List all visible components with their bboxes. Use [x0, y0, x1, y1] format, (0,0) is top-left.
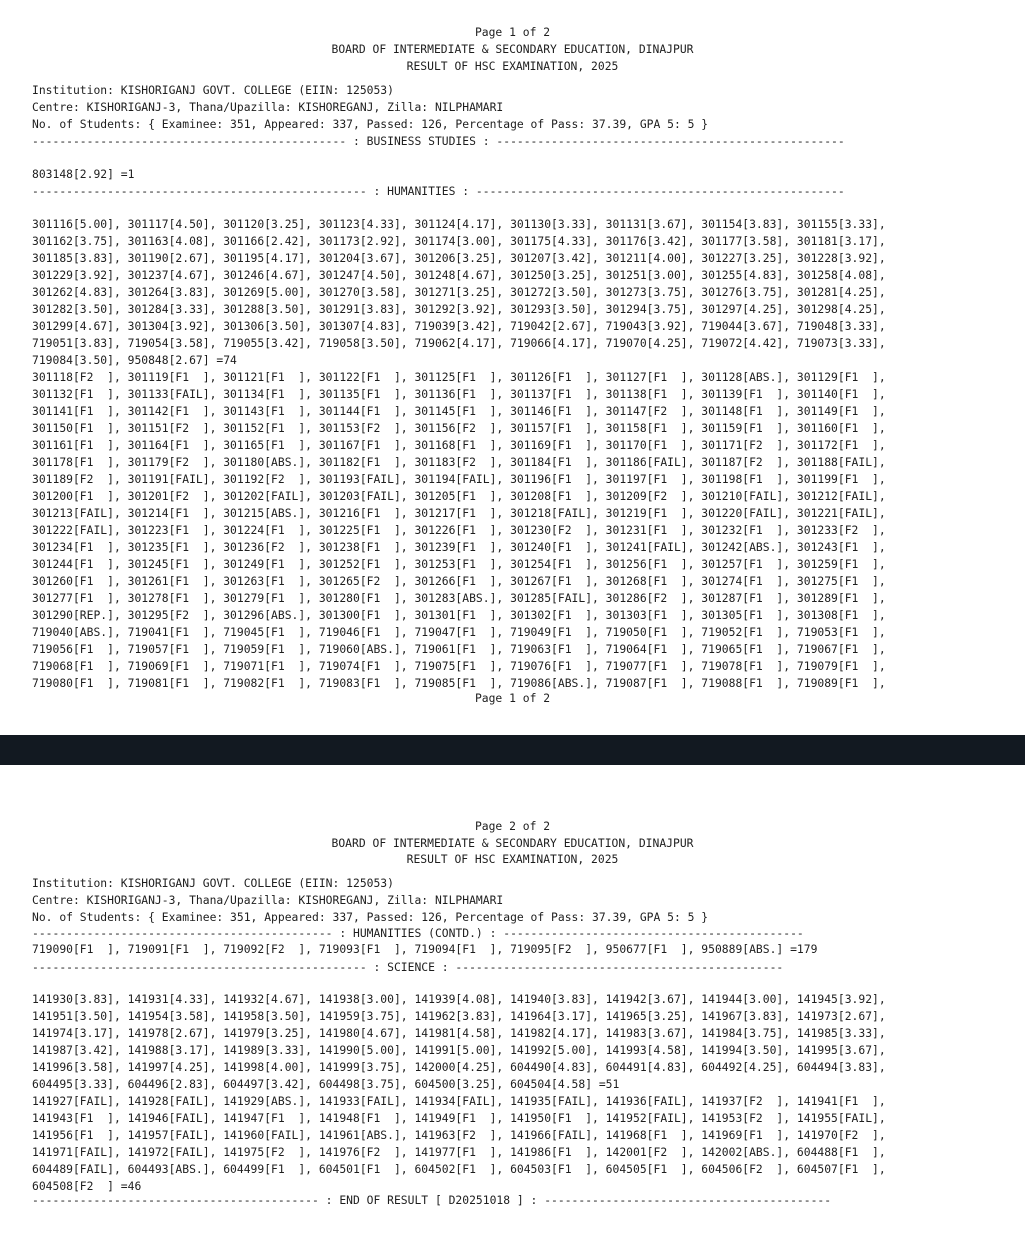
result-line: 301185[3.83], 301190[2.67], 301195[4.17], 301204[3.67], 301206[3.25], 301207[3.42], 301211[4.00], 301227[3.25], 301228[3.92], [32, 251, 886, 265]
page-number-footer: Page 1 of 2 [474, 691, 551, 705]
page-number-header: Page 2 of 2 [474, 819, 551, 833]
page-number-header: Page 1 of 2 [474, 25, 551, 39]
result-line: 719051[3.83], 719054[3.58], 719055[3.42], 719058[3.50], 719062[4.17], 719066[4.17], 719070[4.25], 719072[4.42], 719073[3.33], [32, 336, 886, 350]
result-line: 301132[F1 ], 301133[FAIL], 301134[F1 ], 301135[F1 ], 301136[F1 ], 301137[F1 ], 301138[F1 ], 301139[F1 ], 301140[F1 ], [32, 387, 886, 401]
result-line: 301262[4.83], 301264[3.83], 301269[5.00], 301270[3.58], 301271[3.25], 301272[3.50], 301273[3.75], 301276[3.75], 301281[4.25], [32, 285, 886, 299]
result-line: 301141[F1 ], 301142[F1 ], 301143[F1 ], 301144[F1 ], 301145[F1 ], 301146[F1 ], 301147[F2 ], 301148[F1 ], 301149[F1 ], [32, 404, 886, 418]
result-line: 301282[3.50], 301284[3.33], 301288[3.50], 301291[3.83], 301292[3.92], 301293[3.50], 301294[3.75], 301297[4.25], 301298[4.25], [32, 302, 886, 316]
result-line: 301244[F1 ], 301245[F1 ], 301249[F1 ], 301252[F1 ], 301253[F1 ], 301254[F1 ], 301256[F1 ], 301257[F1 ], 301259[F1 ], [32, 557, 886, 571]
board-name: BOARD OF INTERMEDIATE & SECONDARY EDUCATION, DINAJPUR [331, 42, 694, 56]
result-line: 301150[F1 ], 301151[F2 ], 301152[F1 ], 301153[F2 ], 301156[F2 ], 301157[F1 ], 301158[F1 ], 301159[F1 ], 301160[F1 ], [32, 421, 886, 435]
humanities-results [32, 216, 886, 692]
result-line: 141974[3.17], 141978[2.67], 141979[3.25], 141980[4.67], 141981[4.58], 141982[4.17], 141983[3.67], 141984[3.75], 141985[3.33], [32, 1026, 886, 1040]
result-title: RESULT OF HSC EXAMINATION, 2025 [406, 59, 619, 73]
result-line: 301178[F1 ], 301179[F2 ], 301180[ABS.], 301182[F1 ], 301183[F2 ], 301184[F1 ], 301186[FAIL], 301187[F2 ], 301188[FAIL], [32, 455, 886, 469]
result-line: 141971[FAIL], 141972[FAIL], 141975[F2 ], 141976[F2 ], 141977[F1 ], 141986[F1 ], 142001[F2 ], 142002[ABS.], 604488[F1 ], [32, 1145, 886, 1159]
result-line: 301229[3.92], 301237[4.67], 301246[4.67], 301247[4.50], 301248[4.67], 301250[3.25], 301251[3.00], 301255[4.83], 301258[4.08], [32, 268, 886, 282]
result-line: 301277[F1 ], 301278[F1 ], 301279[F1 ], 301280[F1 ], 301283[ABS.], 301285[FAIL], 301286[F2 ], 301287[F1 ], 301289[F1 ], [32, 591, 886, 605]
result-line: 141943[F1 ], 141946[FAIL], 141947[F1 ], 141948[F1 ], 141949[F1 ], 141950[F1 ], 141952[FAIL], 141953[F2 ], 141955[FAIL], [32, 1111, 886, 1125]
student-stats: No. of Students: { Examinee: 351, Appeared: 337, Passed: 126, Percentage of Pass: 37.39, GPA 5: 5 } [32, 117, 709, 131]
centre-info: Centre: KISHORIGANJ-3, Thana/Upazilla: KISHOREGANJ, Zilla: NILPHAMARI [32, 100, 504, 114]
page-divider [0, 735, 1025, 765]
result-line: 301234[F1 ], 301235[F1 ], 301236[F2 ], 301238[F1 ], 301239[F1 ], 301240[F1 ], 301241[FAIL], 301242[ABS.], 301243[F1 ], [32, 540, 886, 554]
result-line: 301162[3.75], 301163[4.08], 301166[2.42], 301173[2.92], 301174[3.00], 301175[4.33], 301176[3.42], 301177[3.58], 301181[3.17], [32, 234, 886, 248]
result-line: 301222[FAIL], 301223[F1 ], 301224[F1 ], 301225[F1 ], 301226[F1 ], 301230[F2 ], 301231[F1 ], 301232[F1 ], 301233[F2 ], [32, 523, 886, 537]
result-line: 301213[FAIL], 301214[F1 ], 301215[ABS.], 301216[F1 ], 301217[F1 ], 301218[FAIL], 301219[F1 ], 301220[FAIL], 301221[FAIL], [32, 506, 886, 520]
result-line: 719040[ABS.], 719041[F1 ], 719045[F1 ], 719046[F1 ], 719047[F1 ], 719049[F1 ], 719050[F1 ], 719052[F1 ], 719053[F1 ], [32, 625, 886, 639]
section-separator-business: ---------------------------------------------- : BUSINESS STUDIES : --------------------------------------------------- [32, 134, 845, 148]
result-line: 141987[3.42], 141988[3.17], 141989[3.33], 141990[5.00], 141991[5.00], 141992[5.00], 141993[4.58], 141994[3.50], 141995[3.67], [32, 1043, 886, 1057]
result-line: 301200[F1 ], 301201[F2 ], 301202[FAIL], 301203[FAIL], 301205[F1 ], 301208[F1 ], 301209[F2 ], 301210[FAIL], 301212[FAIL], [32, 489, 886, 503]
result-line: 141951[3.50], 141954[3.58], 141958[3.50], 141959[3.75], 141962[3.83], 141964[3.17], 141965[3.25], 141967[3.83], 141973[2.67], [32, 1009, 886, 1023]
result-title: RESULT OF HSC EXAMINATION, 2025 [406, 852, 619, 866]
end-of-result-separator: ------------------------------------------ : END OF RESULT [ D20251018 ] : ------------------------------------------ [32, 1193, 832, 1207]
result-line: 301118[F2 ], 301119[F1 ], 301121[F1 ], 301122[F1 ], 301125[F1 ], 301126[F1 ], 301127[F1 ], 301128[ABS.], 301129[F1 ], [32, 370, 886, 384]
section-separator-science: ------------------------------------------------- : SCIENCE : ------------------------------------------------ [32, 960, 784, 974]
result-line: 141927[FAIL], 141928[FAIL], 141929[ABS.], 141933[FAIL], 141934[FAIL], 141935[FAIL], 141936[FAIL], 141937[F2 ], 141941[F1 ], [32, 1094, 886, 1108]
result-line: 301260[F1 ], 301261[F1 ], 301263[F1 ], 301265[F2 ], 301266[F1 ], 301267[F1 ], 301268[F1 ], 301274[F1 ], 301275[F1 ], [32, 574, 886, 588]
centre-info: Centre: KISHORIGANJ-3, Thana/Upazilla: KISHOREGANJ, Zilla: NILPHAMARI [32, 893, 504, 907]
humanities-contd-results: 719090[F1 ], 719091[F1 ], 719092[F2 ], 719093[F1 ], 719094[F1 ], 719095[F2 ], 950677[F1 ], 950889[ABS.] =179 [32, 942, 818, 956]
result-line: 719056[F1 ], 719057[F1 ], 719059[F1 ], 719060[ABS.], 719061[F1 ], 719063[F1 ], 719064[F1 ], 719065[F1 ], 719067[F1 ], [32, 642, 886, 656]
result-line: 604489[FAIL], 604493[ABS.], 604499[F1 ], 604501[F1 ], 604502[F1 ], 604503[F1 ], 604505[F1 ], 604506[F2 ], 604507[F1 ], [32, 1162, 886, 1176]
result-line: 301161[F1 ], 301164[F1 ], 301165[F1 ], 301167[F1 ], 301168[F1 ], 301169[F1 ], 301170[F1 ], 301171[F2 ], 301172[F1 ], [32, 438, 886, 452]
student-stats: No. of Students: { Examinee: 351, Appeared: 337, Passed: 126, Percentage of Pass: 37.39, GPA 5: 5 } [32, 910, 709, 924]
section-separator-humanities: ------------------------------------------------- : HUMANITIES : ------------------------------------------------------ [32, 184, 845, 198]
result-line: 301290[REP.], 301295[F2 ], 301296[ABS.], 301300[F1 ], 301301[F1 ], 301302[F1 ], 301303[F1 ], 301305[F1 ], 301308[F1 ], [32, 608, 886, 622]
result-line: 141930[3.83], 141931[4.33], 141932[4.67], 141938[3.00], 141939[4.08], 141940[3.83], 141942[3.67], 141944[3.00], 141945[3.92], [32, 992, 886, 1006]
result-line: 301116[5.00], 301117[4.50], 301120[3.25], 301123[4.33], 301124[4.17], 301130[3.33], 301131[3.67], 301154[3.83], 301155[3.33], [32, 217, 886, 231]
institution-info: Institution: KISHORIGANJ GOVT. COLLEGE (EIIN: 125053) [32, 83, 394, 97]
result-line: 719084[3.50], 950848[2.67] =74 [32, 353, 237, 367]
result-line: 141996[3.58], 141997[4.25], 141998[4.00], 141999[3.75], 142000[4.25], 604490[4.83], 604491[4.83], 604492[4.25], 604494[3.83], [32, 1060, 886, 1074]
board-name: BOARD OF INTERMEDIATE & SECONDARY EDUCATION, DINAJPUR [331, 836, 694, 850]
result-line: 604508[F2 ] =46 [32, 1179, 142, 1193]
result-line: 719068[F1 ], 719069[F1 ], 719071[F1 ], 719074[F1 ], 719075[F1 ], 719076[F1 ], 719077[F1 ], 719078[F1 ], 719079[F1 ], [32, 659, 886, 673]
result-line: 301299[4.67], 301304[3.92], 301306[3.50], 301307[4.83], 719039[3.42], 719042[2.67], 719043[3.92], 719044[3.67], 719048[3.33], [32, 319, 886, 333]
result-line: 301189[F2 ], 301191[FAIL], 301192[F2 ], 301193[FAIL], 301194[FAIL], 301196[F1 ], 301197[F1 ], 301198[F1 ], 301199[F1 ], [32, 472, 886, 486]
result-line: 719080[F1 ], 719081[F1 ], 719082[F1 ], 719083[F1 ], 719085[F1 ], 719086[ABS.], 719087[F1 ], 719088[F1 ], 719089[F1 ], [32, 676, 886, 690]
institution-info: Institution: KISHORIGANJ GOVT. COLLEGE (EIIN: 125053) [32, 876, 394, 890]
section-separator-humanities-contd: -------------------------------------------- : HUMANITIES (CONTD.) : -------------------------------------------- [32, 926, 804, 940]
business-results: 803148[2.92] =1 [32, 167, 135, 181]
science-results [32, 991, 886, 1195]
result-line: 141956[F1 ], 141957[FAIL], 141960[FAIL], 141961[ABS.], 141963[F2 ], 141966[FAIL], 141968[F1 ], 141969[F1 ], 141970[F2 ], [32, 1128, 886, 1142]
result-line: 604495[3.33], 604496[2.83], 604497[3.42], 604498[3.75], 604500[3.25], 604504[4.58] =51 [32, 1077, 620, 1091]
result-page-2 [0, 765, 1025, 1253]
